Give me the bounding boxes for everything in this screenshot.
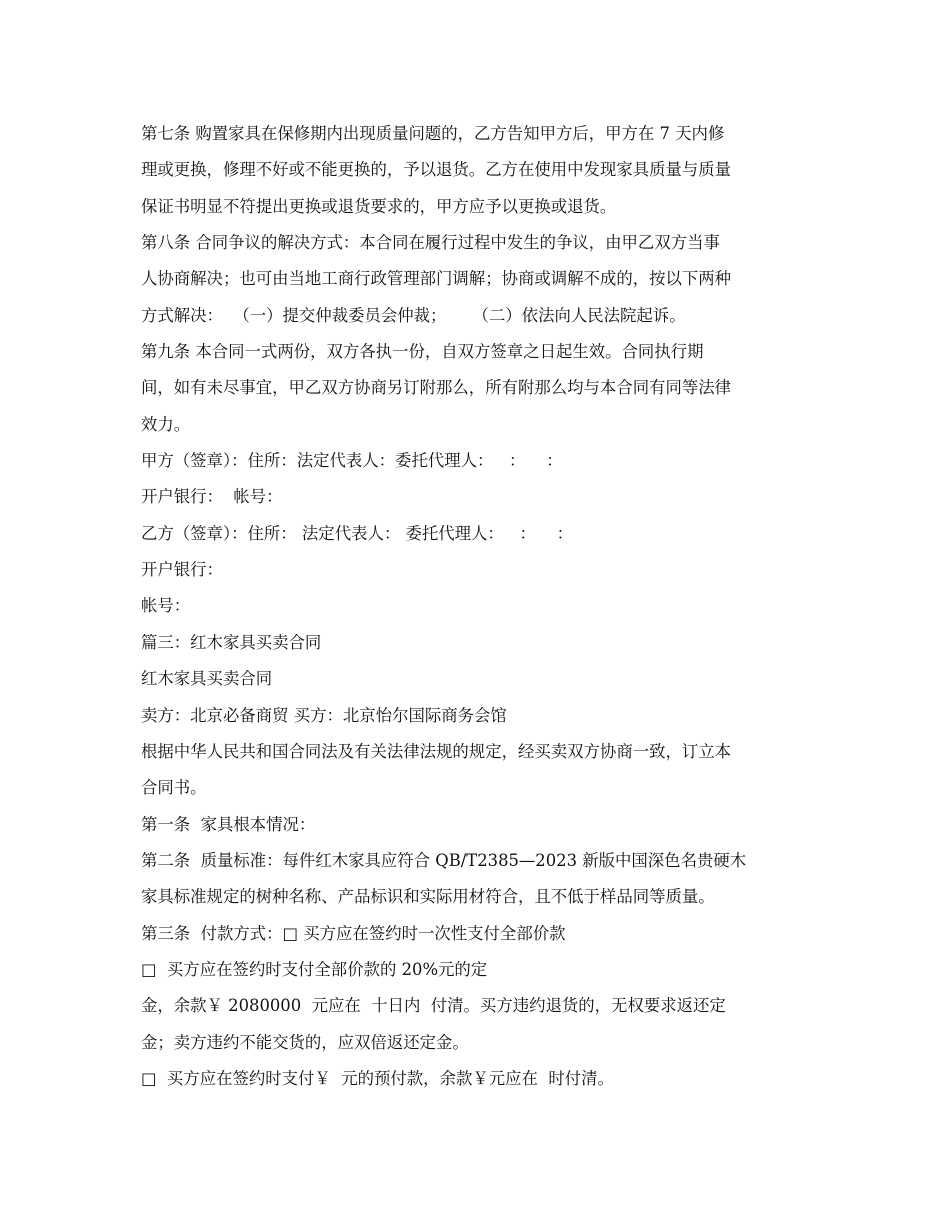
signature-line-party-b: 乙方（签章）：住所： 法定代表人： 委托代理人： ： ： (141, 523, 574, 543)
text-line: 家具标准规定的树种名称、产品标识和实际用材符合，且不低于样品同等质量。 (141, 887, 715, 907)
text-line: 金，余款￥ 2080000 元应在 十日内 付清。买方违约退货的，无权要求返还定 (141, 996, 726, 1016)
section-heading: 篇三：红木家具买卖合同 (141, 632, 322, 652)
text-line: 方式解决： （一）提交仲裁委员会仲裁； （二）依法向人民法院起诉。 (141, 305, 686, 325)
article-line: 第一条 家具根本情况： (141, 814, 316, 834)
text-line: 效力。 (141, 414, 191, 434)
article-line: 第三条 付款方式：□ 买方应在签约时一次性支付全部价款 (141, 923, 566, 943)
text-line: 合同书。 (141, 778, 207, 798)
article-line: 第二条 质量标准：每件红木家具应符合 QB/T2385—2023 新版中国深色名贵硬木 (141, 850, 747, 870)
contract-document (141, 116, 821, 1097)
account-line-party-b: 帐号： (141, 596, 191, 616)
text-line: 第八条 合同争议的解决方式：本合同在履行过程中发生的争议，由甲乙双方当事 (141, 233, 720, 253)
bank-line-party-b: 开户银行： (141, 560, 223, 580)
text-line: 根据中华人民共和国合同法及有关法律法规的规定，经买卖双方协商一致，订立本 (141, 741, 732, 761)
checkbox-option-line: □ 买方应在签约时支付￥ 元的预付款，余款￥元应在 时付清。 (141, 1068, 614, 1088)
text-line: 人协商解决；也可由当地工商行政管理部门调解；协商或调解不成的，按以下两种 (141, 269, 732, 289)
text-line: 第九条 本合同一式两份，双方各执一份，自双方签章之日起生效。合同执行期 (141, 342, 704, 362)
contract-title: 红木家具买卖合同 (141, 669, 273, 689)
text-line: 金；卖方违约不能交货的，应双倍返还定金。 (141, 1032, 469, 1052)
text-line: 理或更换，修理不好或不能更换的，予以退货。乙方在使用中发现家具质量与质量 (141, 160, 732, 180)
text-line: 第七条 购置家具在保修期内出现质量问题的，乙方告知甲方后，甲方在 7 天内修 (141, 124, 725, 143)
text-line: 保证书明显不符提出更换或退货要求的，甲方应予以更换或退货。 (141, 196, 617, 216)
checkbox-option-line: □ 买方应在签约时支付全部价款的 20%元的定 (141, 959, 488, 979)
text-line: 间，如有未尽事宜，甲乙双方协商另订附那么，所有附那么均与本合同有同等法律 (141, 378, 732, 398)
bank-line-party-a: 开户银行： 帐号： (141, 487, 283, 507)
signature-line-party-a: 甲方（签章）：住所：法定代表人：委托代理人： ： ： (141, 451, 563, 471)
parties-line: 卖方：北京必备商贸 买方：北京怡尔国际商务会馆 (141, 705, 507, 725)
